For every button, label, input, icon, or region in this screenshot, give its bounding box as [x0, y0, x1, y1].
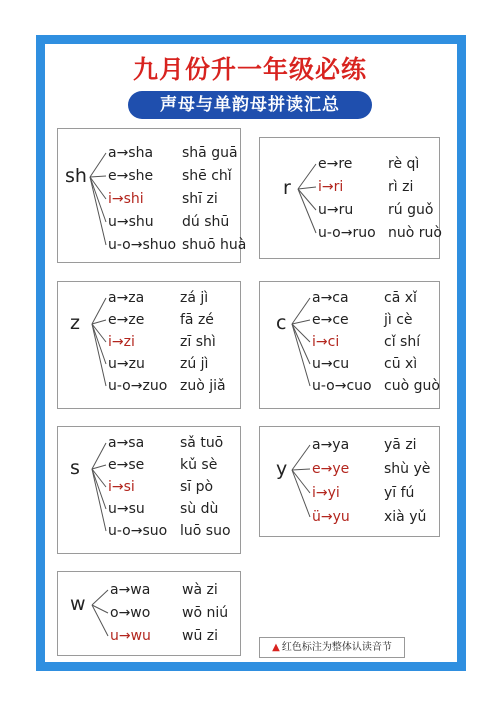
example-pinyin: cǐ shí — [384, 334, 421, 350]
example-pinyin: shā guā — [182, 145, 238, 161]
combo-text: i→yi — [312, 485, 340, 501]
combo-text: u-o→zuo — [108, 378, 168, 394]
combo-text: a→sha — [108, 145, 154, 161]
connector-line — [292, 470, 310, 493]
subtitle-banner: 声母与单韵母拼读汇总 — [128, 91, 372, 119]
connector-line — [292, 324, 310, 364]
combo-text: u-o→shuo — [108, 237, 177, 253]
connector-line — [92, 605, 108, 636]
example-pinyin: wō niú — [182, 605, 229, 621]
connector-line — [298, 189, 316, 233]
combo-text: e→se — [108, 457, 145, 473]
example-pinyin: dú shū — [182, 214, 230, 230]
combo-text: u→cu — [312, 356, 350, 372]
card-y — [259, 426, 440, 537]
connector-lines — [260, 138, 441, 260]
warning-triangle-icon: ▲ — [272, 642, 280, 653]
connector-lines — [58, 572, 242, 657]
example-pinyin: cū xì — [384, 356, 418, 372]
connector-lines — [260, 427, 441, 538]
example-pinyin: luō suo — [180, 523, 231, 539]
initial-letter: z — [70, 312, 80, 334]
example-pinyin: sǎ tuō — [180, 435, 224, 451]
combo-text: i→zi — [108, 334, 135, 350]
card-c — [259, 281, 440, 409]
example-pinyin: jì cè — [384, 312, 413, 328]
initial-letter: w — [70, 593, 86, 615]
connector-line — [90, 153, 106, 177]
example-pinyin: zī shì — [180, 334, 216, 350]
initial-letter: s — [70, 457, 80, 479]
example-pinyin: fā zé — [180, 312, 214, 328]
combo-text: u→su — [108, 501, 145, 517]
example-pinyin: shī zi — [182, 191, 218, 207]
example-pinyin: yā zi — [384, 437, 417, 453]
example-pinyin: shē chǐ — [182, 168, 232, 184]
connector-line — [92, 324, 106, 364]
connector-line — [292, 445, 310, 470]
example-pinyin: wū zi — [182, 628, 219, 644]
card-s — [57, 426, 241, 554]
example-pinyin: rú guǒ — [388, 202, 434, 218]
combo-text: o→wo — [110, 605, 151, 621]
legend-note-text: 红色标注为整体认读音节 — [281, 642, 392, 653]
combo-text: a→sa — [108, 435, 145, 451]
page-title: 九月份升一年级必练 — [132, 55, 367, 84]
example-pinyin: zá jì — [180, 290, 209, 306]
example-pinyin: kǔ sè — [180, 457, 218, 473]
combo-text: ü→yu — [312, 509, 350, 525]
example-pinyin: rì zi — [388, 179, 414, 195]
combo-text: e→ye — [312, 461, 350, 477]
legend-note — [259, 637, 405, 658]
connector-line — [298, 164, 316, 189]
combo-text: e→re — [318, 156, 353, 172]
example-pinyin: xià yǔ — [384, 509, 427, 525]
connector-lines — [58, 129, 242, 264]
combo-text: u→zu — [108, 356, 145, 372]
connector-lines — [58, 282, 242, 410]
example-pinyin: sù dù — [180, 501, 219, 517]
combo-text: u→shu — [108, 214, 154, 230]
initial-letter: r — [283, 177, 291, 199]
card-r — [259, 137, 440, 259]
example-pinyin: shù yè — [384, 461, 431, 477]
combo-text: u→wu — [110, 628, 151, 644]
connector-line — [92, 590, 108, 605]
combo-text: e→ce — [312, 312, 349, 328]
connector-line — [298, 187, 316, 189]
connector-line — [298, 189, 316, 210]
combo-text: i→ri — [318, 179, 344, 195]
connector-line — [292, 470, 310, 517]
example-pinyin: nuò ruò — [388, 225, 442, 241]
example-pinyin: zú jì — [180, 356, 209, 372]
connector-line — [292, 469, 310, 470]
connector-lines — [260, 282, 441, 410]
example-pinyin: rè qì — [388, 156, 420, 172]
example-pinyin: yī fú — [384, 485, 415, 501]
example-pinyin: cā xǐ — [384, 290, 417, 306]
connector-line — [90, 176, 106, 177]
connector-line — [90, 177, 106, 222]
example-pinyin: zuò jiǎ — [180, 378, 226, 394]
card-w — [57, 571, 241, 656]
initial-letter: sh — [65, 165, 87, 187]
initial-letter: c — [276, 312, 287, 334]
combo-text: i→si — [108, 479, 135, 495]
example-pinyin: wà zi — [182, 582, 218, 598]
combo-text: e→ze — [108, 312, 145, 328]
combo-text: u-o→ruo — [318, 225, 376, 241]
card-z — [57, 281, 241, 409]
connector-lines — [58, 427, 242, 555]
combo-text: a→za — [108, 290, 145, 306]
card-sh — [57, 128, 247, 263]
initial-letter: y — [276, 458, 288, 480]
combo-text: i→ci — [312, 334, 340, 350]
combo-text: a→wa — [110, 582, 151, 598]
combo-text: u→ru — [318, 202, 354, 218]
combo-text: u-o→suo — [108, 523, 168, 539]
combo-text: u-o→cuo — [312, 378, 372, 394]
combo-text: i→shi — [108, 191, 144, 207]
connector-line — [92, 469, 106, 509]
combo-text: a→ca — [312, 290, 349, 306]
combo-text: a→ya — [312, 437, 350, 453]
combo-text: e→she — [108, 168, 154, 184]
example-pinyin: sī pò — [180, 479, 214, 495]
example-pinyin: cuò guò — [384, 378, 440, 394]
example-pinyin: shuō huà — [182, 237, 247, 253]
